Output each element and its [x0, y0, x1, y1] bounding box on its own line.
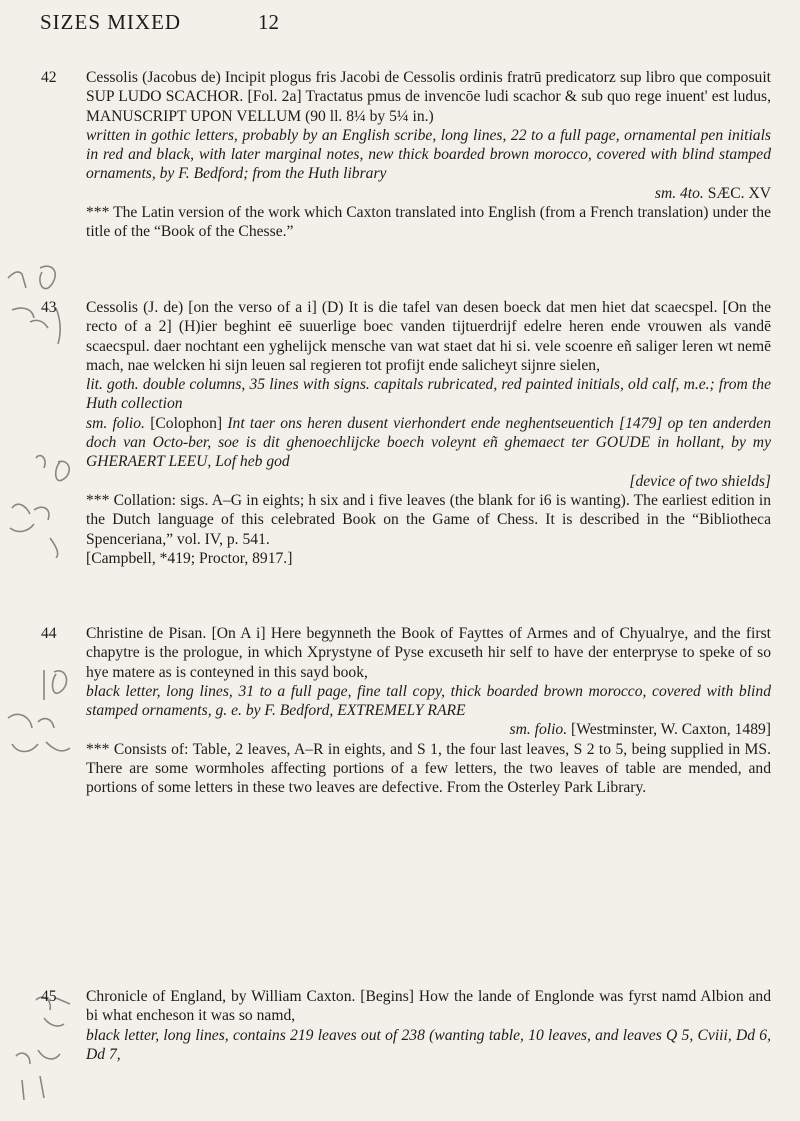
- entry-42: [41, 68, 771, 242]
- entry-century: SÆC. XV: [707, 184, 771, 202]
- entry-size: sm. folio.: [86, 414, 145, 432]
- entry-description: Chronicle of England, by William Caxton. [Begins] How the lande of Englonde was fyrst namd Albion and bi what encheson it was so namd,: [86, 988, 771, 1025]
- entry-45: [41, 987, 771, 1064]
- entry-number: 45: [41, 988, 57, 1005]
- entry-description: Cessolis (J. de) [on the verso of a i] (D) It is die tafel van desen boeck dat men hiet dat scaecspel. [On the recto of a 2] (H)ier beghint eē suuerlige boec vanden tijtuerdrijf edelre heren ende vrouwen als vandē scaecspul. daer nochtant een yghelijck mensche van wat staet dat hi si. vele scoenre eñ saliger leren wt nemē mach, nae welcken hi sijn leuen sal regieren tot profijt ende salicheyt sijnre sielen,: [86, 299, 771, 374]
- entry-references: [Campbell, *419; Proctor, 8917.]: [86, 549, 293, 567]
- pencil-mark-margin-42: [0, 248, 80, 358]
- pencil-mark-margin-45: [0, 990, 80, 1100]
- entry-imprint: [Westminster, W. Caxton, 1489]: [571, 721, 771, 739]
- printer-device: [device of two shields]: [629, 472, 771, 490]
- entry-physical-description: black letter, long lines, contains 219 leaves out of 238 (wanting table, 10 leaves, and leaves Q 5, Cviii, Dd 6, Dd 7,: [86, 1026, 771, 1063]
- entry-number: 42: [41, 69, 57, 86]
- entry-physical-description: lit. goth. double columns, 35 lines with signs. capitals rubricated, red painted initials, old calf, m.e.; from the Huth collection: [86, 376, 771, 413]
- entry-physical-description: written in gothic letters, probably by an English scribe, long lines, 22 to a full page, ornamental pen initials in red and black, with later marginal notes, new thick boarded brown morocco, covered with blind stamped ornaments, by F. Bedford; from the Huth library: [86, 126, 771, 183]
- colophon-label: [Colophon]: [150, 414, 223, 432]
- entry-note: *** Collation: sigs. A–G in eights; h six and i five leaves (the blank for i6 is wanting). The earliest edition in the Dutch language of this celebrated Book on the Game of Chess. It is described in the “Bibliotheca Spenceriana,” vol. IV, p. 541.: [86, 491, 771, 548]
- pencil-mark-margin-44: [0, 658, 80, 768]
- page-number: 12: [258, 10, 279, 34]
- entry-note: *** The Latin version of the work which Caxton translated into English (from a French translation) under the title of the “Book of the Chesse.”: [86, 204, 771, 241]
- entry-44: [41, 624, 771, 798]
- entry-number: 43: [41, 299, 57, 316]
- pencil-mark-margin-43: [0, 448, 80, 558]
- entry-43: [41, 298, 771, 568]
- entry-description: Christine de Pisan. [On A i] Here begynneth the Book of Fayttes of Armes and of Chyualrye, and the first chapytre is the prologue, in which Xprystyne of Pyse excuseth hir self to have der enterpryse to speke of so hye matere as is conteyned in this sayd book,: [86, 625, 771, 681]
- entry-description: Cessolis (Jacobus de) Incipit plogus fris Jacobi de Cessolis ordinis fratrū predicatorz sup libro que composuit SUP LUDO SCACHOR. [Fol. 2a] Tractatus pmus de invencōe ludi scachor & sub quo rege inuent' est ludus, MANUSCRIPT UPON VELLUM (90 ll. 8¼ by 5¼ in.): [86, 69, 771, 125]
- running-header: [40, 10, 760, 34]
- entry-size: sm. folio.: [509, 721, 568, 739]
- entry-physical-description: black letter, long lines, 31 to a full page, fine tall copy, thick boarded brown morocco, covered with blind stamped ornaments, g. e. by F. Bedford, EXTREMELY RARE: [86, 682, 771, 720]
- section-title: SIZES MIXED: [40, 10, 182, 34]
- colophon-text: Int taer ons heren dusent vierhondert ende neghentseuentich [1479] op ten anderden doch van Octo-ber, soe is dit ghenoechlijcke boech voleynt eñ ghemaect ter GOUDE in hollant, by my GHERAERT LEEU, Lof heb god: [86, 414, 771, 471]
- entry-size: sm. 4to.: [654, 184, 704, 202]
- entry-note: *** Consists of: Table, 2 leaves, A–R in eights, and S 1, the four last leaves, S 2 to 5, being supplied in MS. There are some wormholes affecting portions of a few letters, the two leaves of table are mended, and portions of some letters in these two leaves are defective. From the Osterley Park Library.: [86, 740, 771, 797]
- entry-number: 44: [41, 625, 57, 642]
